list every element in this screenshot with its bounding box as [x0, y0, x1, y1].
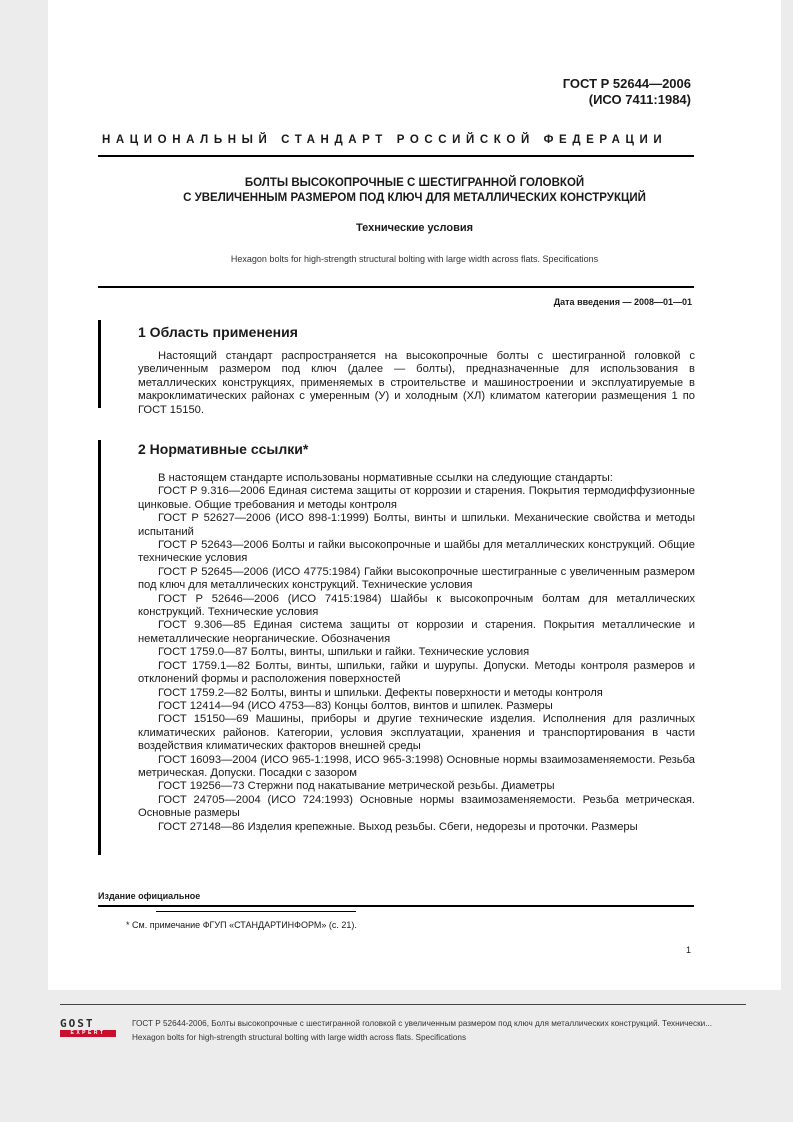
english-title: Hexagon bolts for high-strength structural bolting with large width across flats. Specifications: [230, 254, 599, 264]
standard-code-iso: (ИСО 7411:1984): [588, 92, 691, 107]
reference-item: ГОСТ 12414—94 (ИСО 4753—83) Концы болтов, винтов и шпилек. Размеры: [158, 699, 553, 712]
section-2-heading: 2 Нормативные ссылки*: [138, 441, 309, 457]
official-edition-label: Издание официальное: [98, 891, 201, 901]
section-1-body: [138, 350, 695, 417]
change-bar: [98, 440, 101, 855]
footer-title-en: Hexagon bolts for high-strength structural bolting with large width across flats. Specifications: [132, 1033, 467, 1042]
reference-item: ГОСТ 24705—2004 (ИСО 724:1993) Основные нормы взаимозаменяемости. Резьба метрическая. Основные размеры: [138, 793, 695, 820]
change-bar: [98, 320, 101, 408]
standard-code: [563, 76, 691, 108]
footer-divider: [60, 1004, 746, 1005]
reference-item: ГОСТ 15150—69 Машины, приборы и другие технические изделия. Исполнения для различных климатических районов. Категории, условия эксплуатации, хранения и транспортирования в части воздействия климатических факторов внешней среды: [138, 713, 695, 753]
logo-text: GOST: [60, 1017, 95, 1030]
reference-item: ГОСТ 1759.1—82 Болты, винты, шпильки, гайки и шурупы. Допуски. Методы контроля размеров и отклонений формы и расположения поверхностей: [138, 659, 695, 686]
introduction-date: Дата введения — 2008—01—01: [553, 297, 692, 307]
reference-item: ГОСТ 1759.0—87 Болты, винты, шпильки и гайки. Технические условия: [158, 646, 530, 659]
reference-item: ГОСТ Р 52643—2006 Болты и гайки высокопрочные и шайбы для металлических конструкций. Общие технические условия: [138, 539, 695, 565]
page-number: 1: [685, 945, 691, 955]
reference-item: ГОСТ 27148—86 Изделия крепежные. Выход резьбы. Сбеги, недорезы и проточки. Размеры: [158, 820, 638, 833]
subtitle: Технические условия: [355, 222, 474, 234]
section-2-body: [138, 472, 695, 834]
reference-item: ГОСТ Р 52646—2006 (ИСО 7415:1984) Шайбы к высокопрочным болтам для металлических конструкций. Технические условия: [138, 592, 695, 619]
title-line-2: С УВЕЛИЧЕННЫМ РАЗМЕРОМ ПОД КЛЮЧ ДЛЯ МЕТАЛЛИЧЕСКИХ КОНСТРУКЦИЙ: [183, 192, 646, 204]
section-1-heading: 1 Область применения: [138, 324, 298, 340]
reference-item: ГОСТ 1759.2—82 Болты, винты и шпильки. Дефекты поверхности и методы контроля: [158, 686, 603, 699]
footnote-rule: [156, 911, 356, 912]
document-page: [48, 0, 781, 990]
national-standard-banner: НАЦИОНАЛЬНЫЙ СТАНДАРТ РОССИЙСКОЙ ФЕДЕРАЦИИ: [102, 134, 668, 146]
edition-divider: [98, 905, 694, 907]
reference-item: ГОСТ Р 52645—2006 (ИСО 4775:1984) Гайки высокопрочные шестигранные с увеличенным размером под ключ для металлических конструкций. Технические условия: [138, 565, 695, 592]
footnote: * См. примечание ФГУП «СТАНДАРТИНФОРМ» (с. 21).: [126, 920, 357, 930]
reference-item: ГОСТ 19256—73 Стержни под накатывание метрической резьбы. Диаметры: [158, 780, 555, 793]
logo-subtext: EXPERT: [60, 1030, 116, 1037]
standard-code-primary: ГОСТ Р 52644—2006: [562, 76, 691, 91]
title-line-1: БОЛТЫ ВЫСОКОПРОЧНЫЕ С ШЕСТИГРАННОЙ ГОЛОВКОЙ: [244, 177, 585, 189]
reference-item: ГОСТ 9.306—85 Единая система защиты от коррозии и старения. Покрытия металлические и неметаллические неорганические. Обозначения: [138, 619, 695, 645]
title-divider: [98, 286, 694, 288]
paragraph: Настоящий стандарт распространяется на высокопрочные болты с шестигранной головкой с увеличенным размером под ключ (далее — болты), предназначенные для использования в металлических конструкциях, применяемых в строительстве и машиностроении и эксплуатируемые в макроклиматических районах с умеренным (У) и холодным (ХЛ) климатом категории размещения 1 по ГОСТ 15150.: [138, 350, 695, 416]
paragraph: В настоящем стандарте использованы нормативные ссылки на следующие стандарты:: [158, 472, 613, 484]
gost-expert-logo[interactable]: [60, 1018, 116, 1037]
footer-title-ru[interactable]: ГОСТ Р 52644-2006, Болты высокопрочные с шестигранной головкой с увеличенным размером под ключ для металлических конструкций. Технически...: [132, 1019, 713, 1028]
reference-item: ГОСТ Р 52627—2006 (ИСО 898-1:1999) Болты, винты и шпильки. Механические свойства и методы испытаний: [138, 512, 695, 538]
reference-item: ГОСТ 16093—2004 (ИСО 965-1:1998, ИСО 965-3:1998) Основные нормы взаимозаменяемости. Резьба метрическая. Допуски. Посадки с зазором: [138, 753, 695, 779]
reference-item: ГОСТ Р 9.316—2006 Единая система защиты от коррозии и старения. Покрытия термодиффузионные цинковые. Общие требования и методы контроля: [138, 485, 695, 511]
header-divider: [98, 155, 694, 157]
